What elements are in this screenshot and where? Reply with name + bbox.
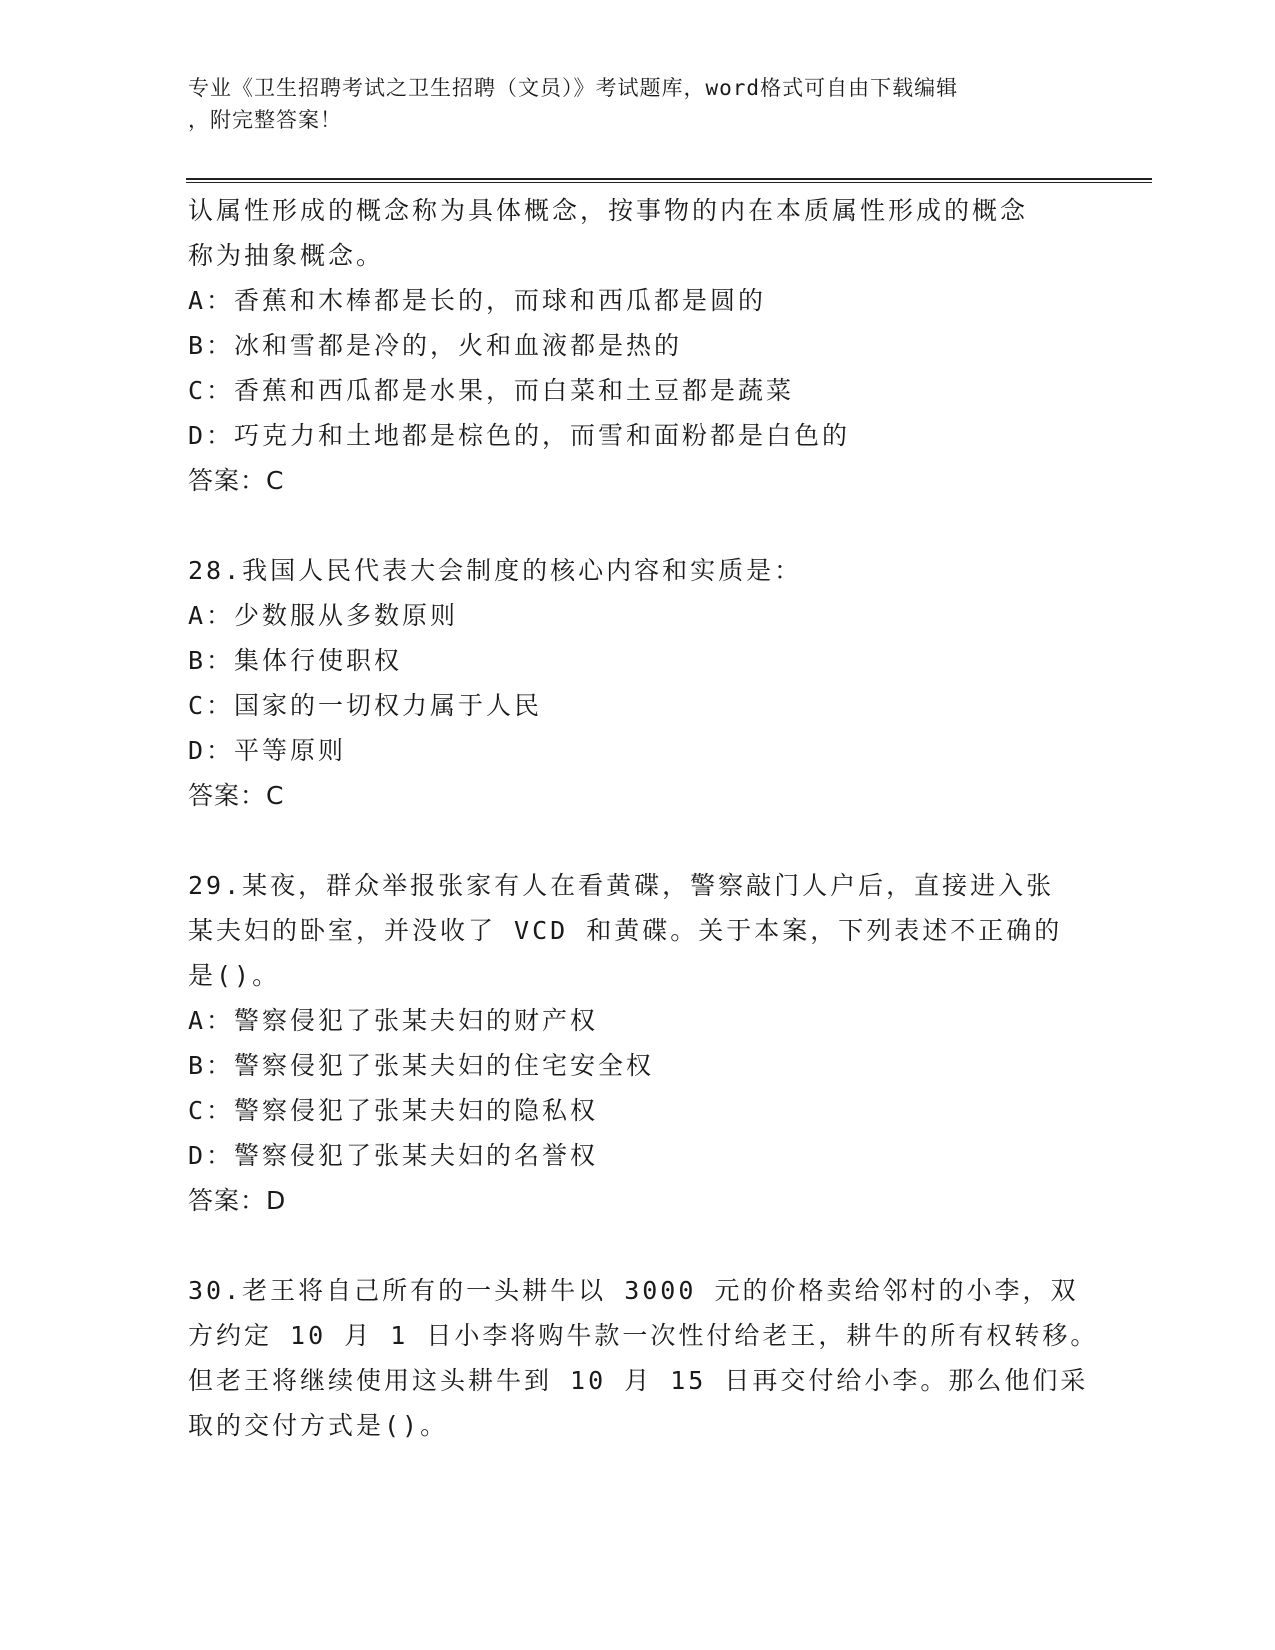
question-spacer (188, 818, 1088, 863)
question-text-line: 称为抽象概念。 (188, 241, 385, 270)
question-text-line: 认属性形成的概念称为具体概念，按事物的内在本质属性形成的概念 (188, 196, 1029, 225)
option-c: C：国家的一切权力属于人民 (188, 691, 543, 720)
document-header (188, 72, 1068, 136)
question-spacer (188, 1223, 1088, 1268)
question-text-line: 是()。 (188, 961, 281, 990)
header-divider (186, 178, 1152, 183)
document-body (188, 188, 1099, 1448)
option-c: C：警察侵犯了张某夫妇的隐私权 (188, 1096, 599, 1125)
question-spacer (188, 503, 1088, 548)
option-a: A：警察侵犯了张某夫妇的财产权 (188, 1006, 599, 1035)
question-30 (188, 1268, 1099, 1448)
option-b: B：警察侵犯了张某夫妇的住宅安全权 (188, 1051, 655, 1080)
option-d: D：警察侵犯了张某夫妇的名誉权 (188, 1141, 599, 1170)
question-27-continuation (188, 188, 1088, 503)
question-text-line: 方约定 10 月 1 日小李将购牛款一次性付给老王，耕牛的所有权转移。 (188, 1321, 1099, 1350)
question-text-line: 某夫妇的卧室，并没收了 VCD 和黄碟。关于本案，下列表述不正确的 (188, 916, 1063, 945)
option-c: C：香蕉和西瓜都是水果，而白菜和土豆都是蔬菜 (188, 376, 795, 405)
header-line-2: ，附完整答案！ (188, 108, 342, 132)
answer-label: 答案：C (188, 466, 285, 495)
option-b: B：冰和雪都是冷的，火和血液都是热的 (188, 331, 683, 360)
question-text-line: 取的交付方式是()。 (188, 1411, 449, 1440)
option-d: D：巧克力和土地都是棕色的，而雪和面粉都是白色的 (188, 421, 851, 450)
question-text-line: 30.老王将自己所有的一头耕牛以 3000 元的价格卖给邻村的小李，双 (188, 1276, 1079, 1305)
question-text-line: 但老王将继续使用这头耕牛到 10 月 15 日再交付给小李。那么他们采 (188, 1366, 1089, 1395)
answer-label: 答案：D (188, 1186, 287, 1215)
header-line-1: 专业《卫生招聘考试之卫生招聘（文员）》考试题库，word格式可自由下载编辑 (188, 76, 959, 100)
question-text-line: 29.某夜，群众举报张家有人在看黄碟，警察敲门人户后，直接进入张 (188, 871, 1055, 900)
question-29 (188, 863, 1088, 1223)
question-text-line: 28.我国人民代表大会制度的核心内容和实质是： (188, 556, 803, 585)
option-a: A：香蕉和木棒都是长的，而球和西瓜都是圆的 (188, 286, 767, 315)
answer-label: 答案：C (188, 781, 285, 810)
option-d: D：平等原则 (188, 736, 347, 765)
option-a: A：少数服从多数原则 (188, 601, 459, 630)
option-b: B：集体行使职权 (188, 646, 403, 675)
question-28 (188, 548, 1088, 818)
